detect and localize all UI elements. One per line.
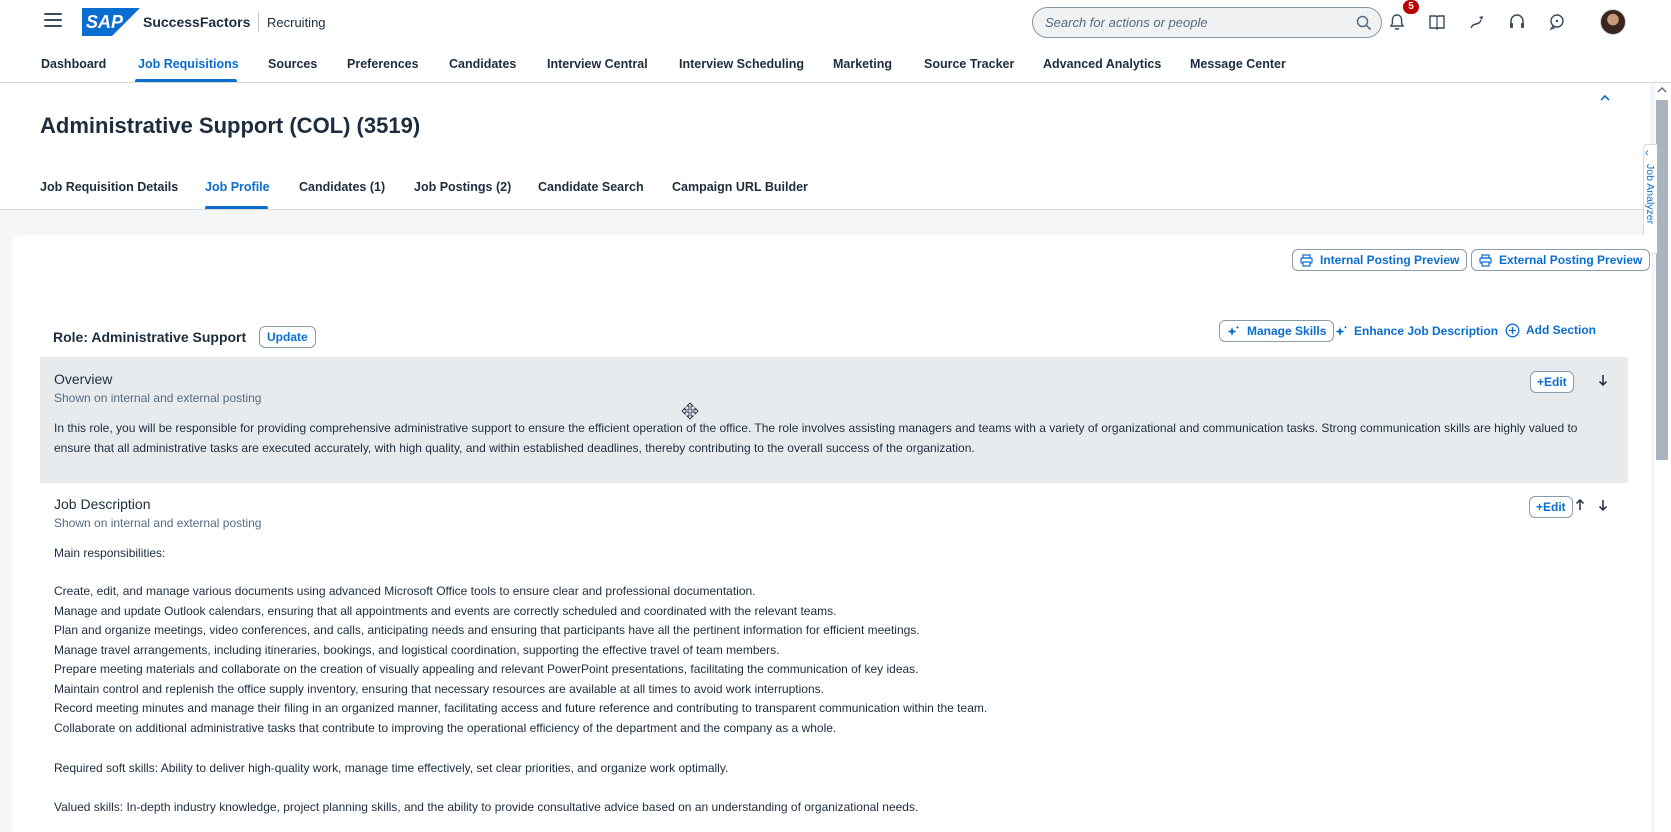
- list-item: Record meeting minutes and manage their filing in an organized manner, facilitating access and future reference and contributing to transparent communication within the team.: [54, 701, 988, 715]
- list-item: Maintain control and replenish the office supply inventory, ensuring that necessary resources are available at all times to avoid work interruptions.: [54, 681, 824, 696]
- manage-skills-button[interactable]: [1219, 320, 1334, 342]
- tab-candidates[interactable]: Candidates: [449, 57, 517, 71]
- responsibilities-intro: Main responsibilities:: [54, 546, 166, 560]
- subtab-job-profile[interactable]: Job Profile: [205, 180, 270, 194]
- tab-source-tracker[interactable]: Source Tracker: [924, 57, 1015, 71]
- chat-icon[interactable]: [1547, 12, 1567, 32]
- arrow-up-icon[interactable]: [1573, 498, 1587, 512]
- overview-text: [54, 418, 1624, 458]
- module-name: Recruiting: [267, 15, 326, 30]
- object-page-header: [0, 83, 1650, 210]
- route-icon[interactable]: [1467, 12, 1487, 32]
- job-description-edit-button[interactable]: [1529, 496, 1573, 518]
- list-item: Prepare meeting materials and collaborate on the creation of visually appealing and relevant PowerPoint presentations, facilitating the communication of key ideas.: [54, 662, 919, 676]
- manage-skills-label: Manage Skills: [1247, 324, 1327, 338]
- bell-icon[interactable]: [1387, 12, 1407, 32]
- tab-interview-central[interactable]: Interview Central: [547, 57, 648, 71]
- top-navigation: [0, 44, 1671, 83]
- search-input[interactable]: [1032, 7, 1382, 38]
- brand-name[interactable]: SuccessFactors: [143, 14, 251, 30]
- tab-advanced-analytics[interactable]: Advanced Analytics: [1043, 57, 1162, 71]
- chevron-left-icon: ‹: [1645, 147, 1649, 159]
- printer-icon: [1300, 254, 1313, 267]
- headset-icon[interactable]: [1507, 12, 1527, 32]
- role-label: Role: Administrative Support: [53, 329, 247, 345]
- subtab-job-postings[interactable]: Job Postings (2): [414, 180, 512, 194]
- list-item: Create, edit, and manage various documents using advanced Microsoft Office tools to ensure clear and professional documentation.: [54, 584, 756, 598]
- search-placeholder: Search for actions or people: [1045, 15, 1208, 30]
- sparkle-icon: [1335, 325, 1348, 338]
- update-role-button[interactable]: [259, 326, 316, 348]
- sparkle-icon: [1227, 325, 1240, 338]
- brand-divider: [258, 12, 259, 32]
- tab-preferences[interactable]: Preferences: [347, 57, 419, 71]
- sap-logo: [82, 8, 140, 36]
- internal-posting-preview-button[interactable]: [1292, 249, 1467, 271]
- job-analyzer-label: Job Analyzer: [1644, 164, 1656, 225]
- active-subtab-indicator: [205, 206, 268, 209]
- page-title: Administrative Support (COL) (3519): [40, 113, 421, 138]
- subtab-campaign-url-builder[interactable]: Campaign URL Builder: [672, 180, 808, 194]
- arrow-down-icon[interactable]: [1596, 498, 1610, 512]
- valued-skills-text: Valued skills: In-depth industry knowledge, project planning skills, and the ability to provide consultative advice based on an understanding of organizational needs.: [54, 800, 919, 814]
- soft-skills-text: Required soft skills: Ability to deliver high-quality work, manage time effectively, set clear priorities, and organize work optimally.: [54, 761, 729, 775]
- job-description-edit-label: +Edit: [1536, 500, 1566, 514]
- list-item: Manage travel arrangements, including itineraries, bookings, and logistical coordination, supporting the effective travel of team members.: [54, 642, 780, 657]
- add-circle-icon: [1505, 323, 1520, 338]
- add-section-label: Add Section: [1526, 323, 1597, 337]
- update-role-label: Update: [267, 330, 308, 344]
- search-icon[interactable]: [1356, 15, 1372, 31]
- menu-icon[interactable]: [44, 13, 62, 29]
- list-item: Plan and organize meetings, video conferences, and calls, anticipating needs and ensuring that participants have all the pertinent information for efficient meetings.: [54, 623, 920, 637]
- notification-badge: 5: [1403, 0, 1419, 14]
- responsibilities-list: [54, 582, 987, 738]
- active-tab-indicator: [135, 79, 237, 82]
- svg-text:SAP: SAP: [86, 12, 124, 32]
- external-posting-preview-label: External Posting Preview: [1499, 253, 1643, 267]
- list-item: Manage and update Outlook calendars, ensuring that all appointments and events are correctly scheduled and coordinated with the relevant teams.: [54, 603, 837, 618]
- tab-message-center[interactable]: Message Center: [1190, 57, 1286, 71]
- book-icon[interactable]: [1427, 12, 1447, 32]
- subtab-candidate-search[interactable]: Candidate Search: [538, 180, 644, 194]
- internal-posting-preview-label: Internal Posting Preview: [1320, 253, 1460, 267]
- avatar[interactable]: [1600, 9, 1626, 35]
- overview-edit-label: +Edit: [1537, 375, 1567, 389]
- overview-text-line: ensure that all administrative tasks are executed accurately, with high quality, and within established deadlines, thereby contributing to the overall success of the organization.: [54, 441, 975, 455]
- subtab-job-requisition-details[interactable]: Job Requisition Details: [40, 180, 179, 194]
- tab-marketing[interactable]: Marketing: [833, 57, 893, 71]
- printer-icon: [1479, 254, 1492, 267]
- subtab-candidates[interactable]: Candidates (1): [299, 180, 386, 194]
- shell-bar: [0, 0, 1671, 44]
- overview-text-line: In this role, you will be responsible for providing comprehensive administrative support to ensure the efficient operation of the office. The role involves assisting managers and teams with a variety of organizational and communication tasks. Strong communication skills are highly valued to: [54, 421, 1578, 435]
- overview-title: Overview: [54, 371, 113, 387]
- job-description-title: Job Description: [54, 496, 151, 512]
- list-item: Collaborate on additional administrative tasks that contribute to improving the operational efficiency of the department and the company as a whole.: [54, 720, 837, 735]
- tab-interview-scheduling[interactable]: Interview Scheduling: [679, 57, 805, 71]
- collapse-header-icon[interactable]: [1598, 91, 1612, 105]
- arrow-down-icon[interactable]: [1596, 373, 1610, 387]
- tab-dashboard[interactable]: Dashboard: [41, 57, 107, 71]
- tab-sources[interactable]: Sources: [268, 57, 318, 71]
- overview-subtitle: Shown on internal and external posting: [54, 391, 262, 405]
- job-description-subtitle: Shown on internal and external posting: [54, 516, 262, 530]
- scroll-up-icon[interactable]: [1656, 84, 1668, 96]
- enhance-job-description-label: Enhance Job Description: [1354, 324, 1499, 338]
- enhance-job-description-button[interactable]: [1335, 320, 1498, 342]
- add-section-button[interactable]: [1505, 319, 1596, 341]
- scrollbar-thumb[interactable]: [1656, 100, 1668, 460]
- tab-job-requisitions[interactable]: Job Requisitions: [138, 57, 239, 71]
- overview-edit-button[interactable]: [1530, 371, 1574, 393]
- external-posting-preview-button[interactable]: [1471, 249, 1650, 271]
